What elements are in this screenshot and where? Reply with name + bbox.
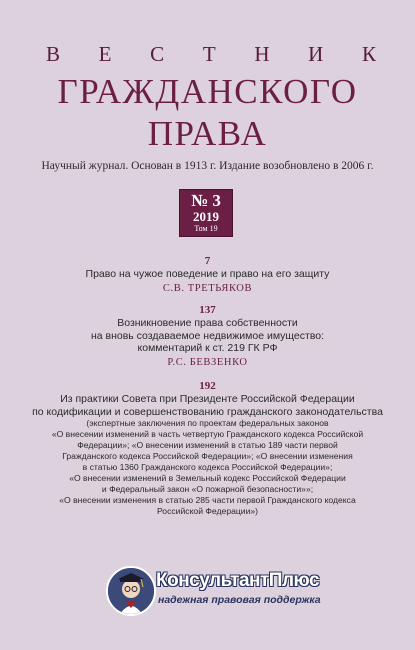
toc-page-number: 192	[199, 380, 216, 392]
title-letter: Е	[98, 42, 112, 66]
toc-author: Р.С. БЕВЗЕНКО	[167, 356, 248, 368]
toc-page-number: 137	[199, 304, 216, 316]
logo-tagline: надежная правовая поддержка	[158, 594, 321, 606]
logo-wordmark: КонсультантПлюс	[156, 570, 320, 591]
toc-entry	[0, 379, 415, 517]
scholar-portrait-icon	[106, 566, 156, 616]
issue-year: 2019	[193, 209, 219, 224]
toc-article-title: комментарий к ст. 219 ГК РФ	[137, 342, 278, 354]
issue-number: № 3	[191, 191, 221, 210]
title-line-vestnik	[46, 42, 376, 67]
title-letter: С	[150, 42, 165, 66]
toc-article-title: Право на чужое поведение и право на его защиту	[85, 268, 330, 280]
toc-author: С.В. ТРЕТЬЯКОВ	[162, 282, 253, 294]
toc-page-number: 7	[204, 255, 211, 267]
title-letter: Т	[202, 42, 216, 66]
toc-article-title: на вновь создаваемое недвижимое имущество:	[90, 329, 325, 342]
toc-article-title: Из практики Совета при Президенте Российской Федерации	[60, 393, 355, 405]
toc-article-title: по кодификации и совершенствованию гражданского законодательства	[32, 405, 383, 418]
journal-subtitle: Научный журнал. Основан в 1913 г. Издание возобновлено в 2006 г.	[41, 160, 374, 172]
title-letter: Н	[254, 42, 270, 66]
title-letter: В	[46, 42, 61, 66]
toc-entry	[0, 303, 415, 369]
toc-description: (экспертные заключения по проектам федеральных законов	[86, 418, 329, 428]
toc-article-title: Возникновение права собственности	[117, 317, 298, 329]
toc-entry	[0, 254, 415, 295]
issue-volume: Том 19	[194, 224, 218, 233]
toc-description: Федерации»; «О внесении изменений в статью 189 части первой	[77, 440, 338, 450]
toc-description: Российской Федерации»)	[156, 506, 259, 516]
toc-description: «О внесении изменения в статью 285 части первой Гражданского кодекса	[59, 495, 356, 505]
toc-description: Гражданского кодекса Российской Федерации»; «О внесении изменения	[62, 451, 353, 461]
issue-badge	[180, 190, 232, 236]
title-line-prava: ПРАВА	[147, 114, 268, 153]
toc-description: и Федеральный закон «О пожарной безопасности»»;	[101, 484, 314, 494]
title-line-grazhdanskogo: ГРАЖДАНСКОГО	[57, 72, 358, 111]
title-letter: К	[361, 42, 376, 66]
title-letter: И	[308, 42, 324, 66]
consultant-plus-logo	[106, 566, 326, 614]
toc-description: «О внесении изменений в часть четвертую Гражданского кодекса Российской	[51, 429, 364, 439]
toc-description: в статью 1360 Гражданского кодекса Российской Федерации»;	[82, 462, 333, 472]
toc-description: «О внесении изменений в Земельный кодекс Российской Федерации	[69, 473, 346, 483]
